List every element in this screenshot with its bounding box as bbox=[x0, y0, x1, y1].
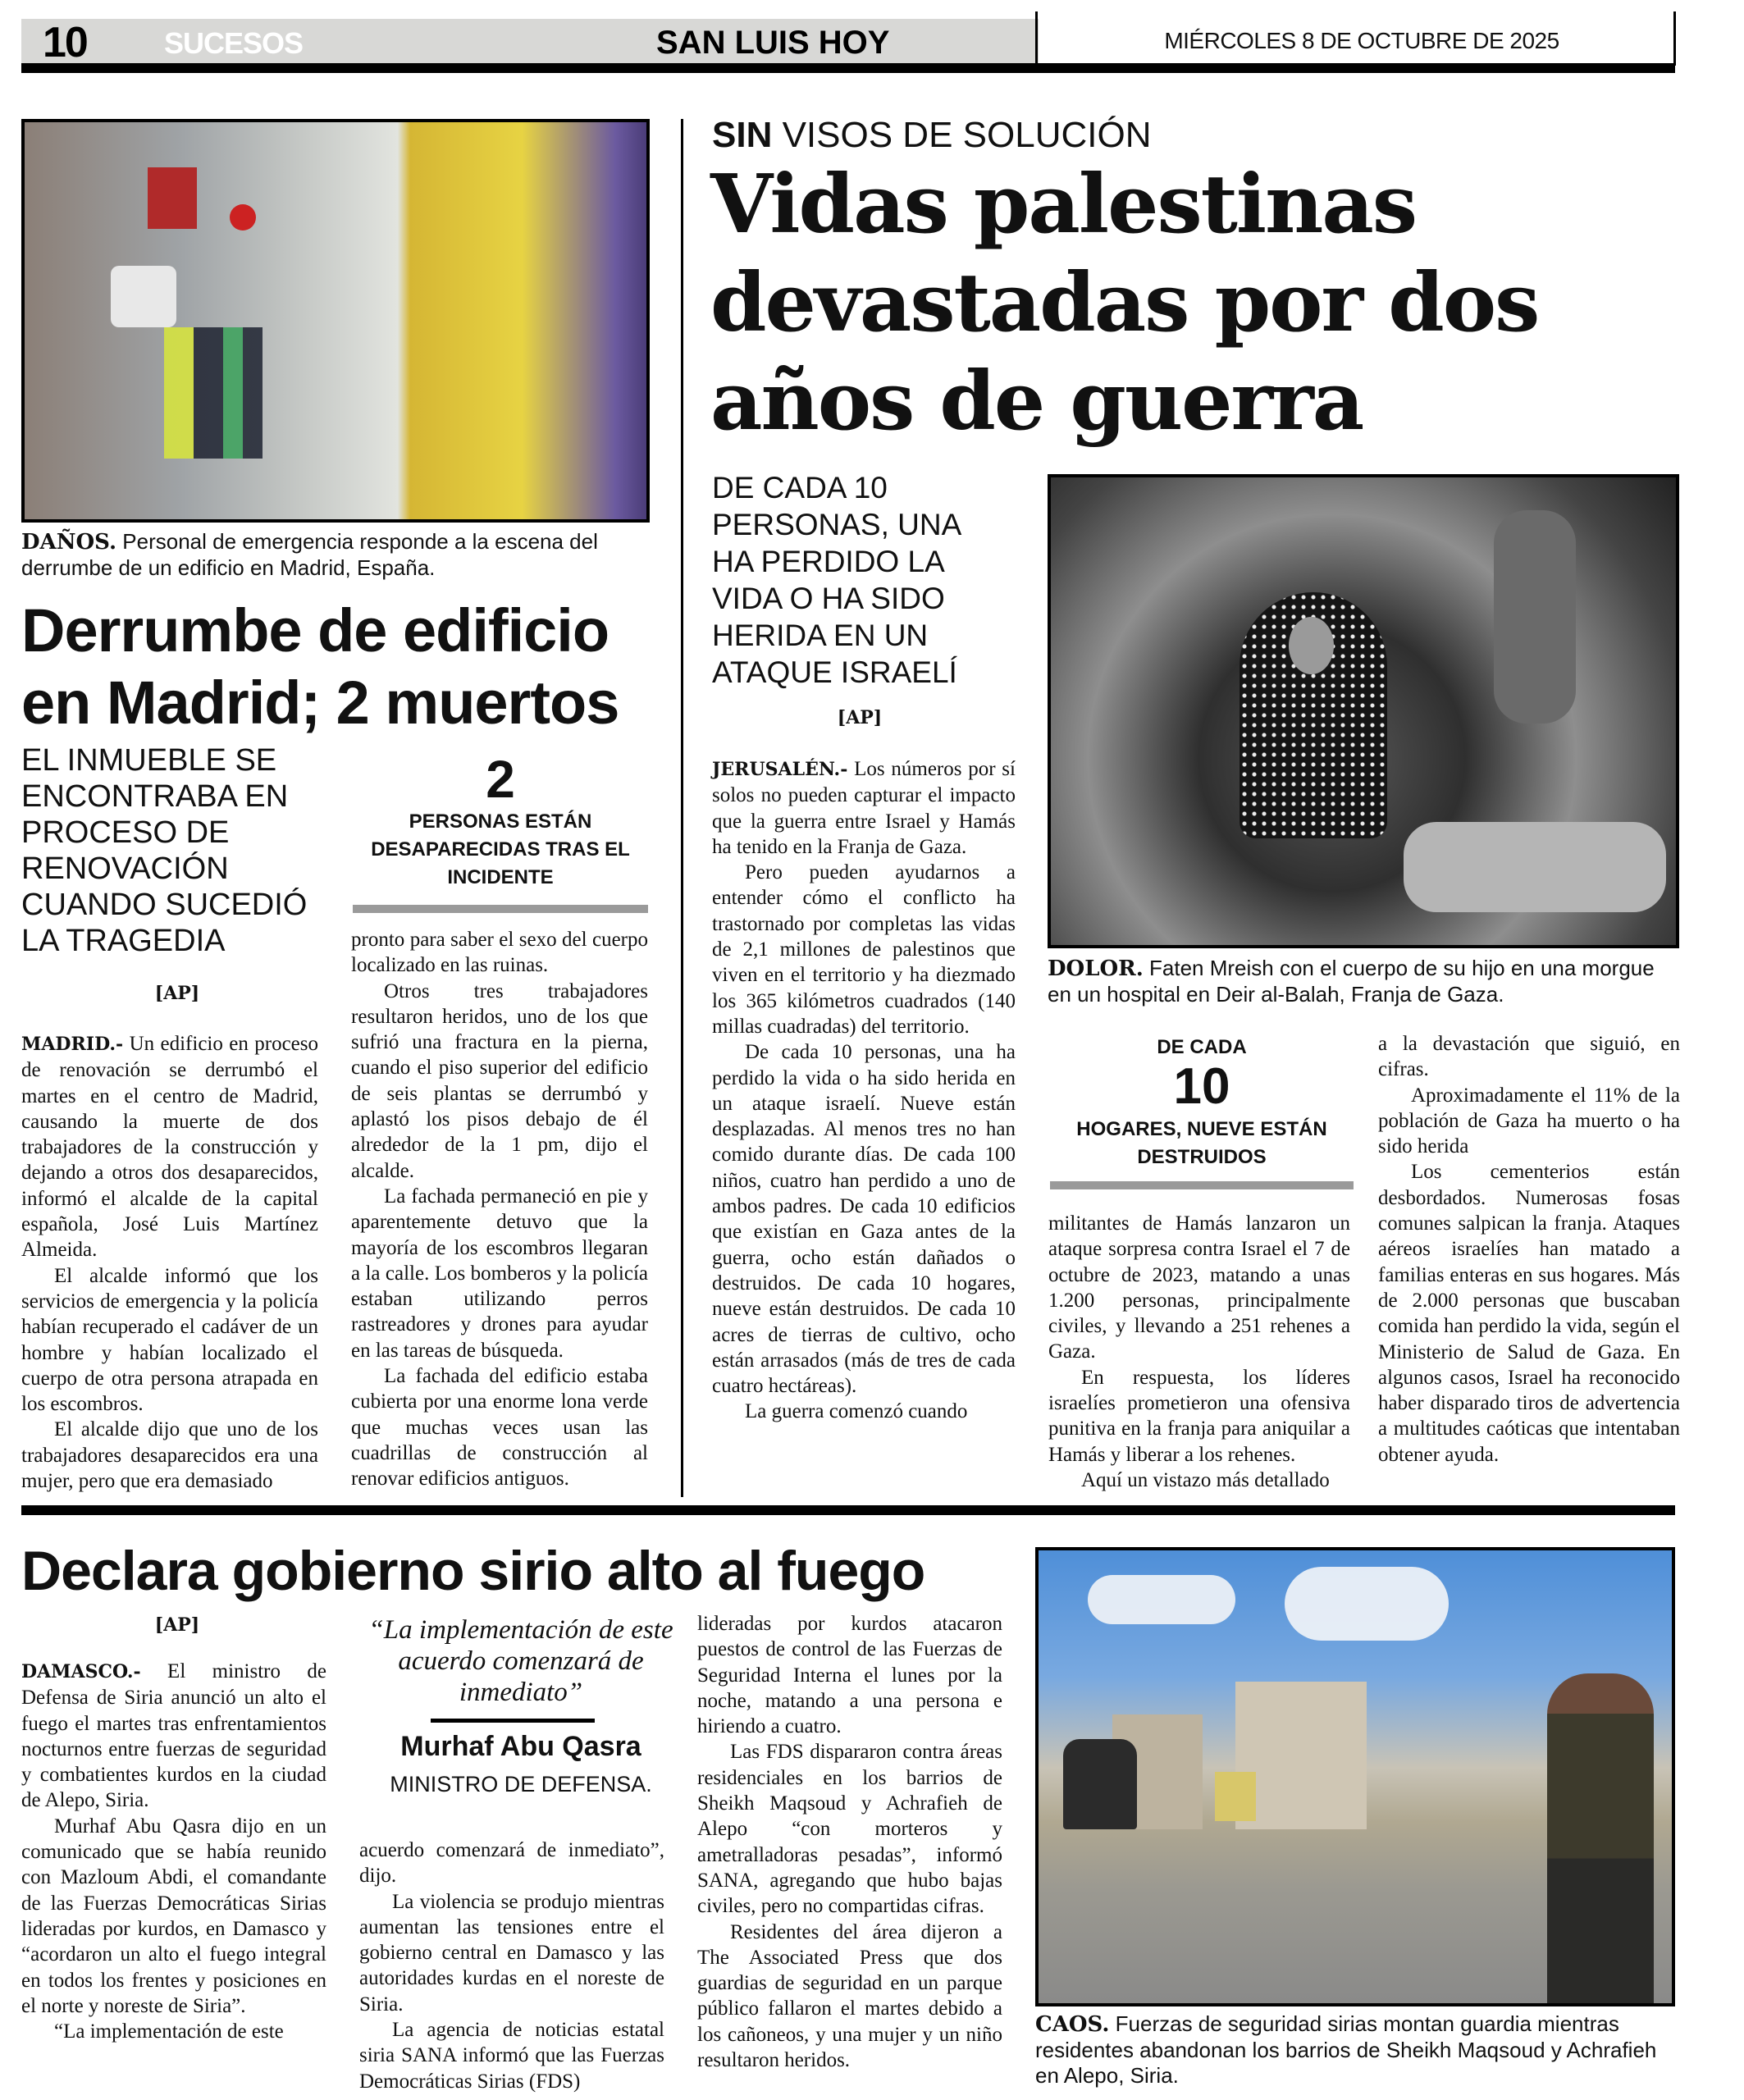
madrid-column-2 bbox=[351, 927, 648, 1492]
gaza-stat-box bbox=[1050, 1034, 1354, 1189]
madrid-caption bbox=[21, 529, 653, 581]
paragraph: Pero pueden ayudarnos a entender cómo el conflicto ha trastornado por completas las vidas de 2,1 millones de palestinos que viven en el territorio y ha diezmado los 365 kilómetros cuadrados (140 millas cuadradas) del territorio. bbox=[712, 861, 1016, 1038]
syria-column-3 bbox=[697, 1611, 1002, 2073]
yellow-wall-shape bbox=[1215, 1772, 1256, 1821]
stat-top: DE CADA bbox=[1157, 1036, 1247, 1058]
stat-label: PERSONAS ESTÁN DESAPARECIDAS TRAS EL INCIDENTE bbox=[371, 810, 630, 888]
stat-bar bbox=[353, 905, 648, 913]
man-shape bbox=[1494, 510, 1576, 724]
paragraph: Los números por sí solos no pueden capturar el impacto que la guerra entre Israel y Hamás ha tenido en la Franja de Gaza. bbox=[712, 758, 1016, 858]
stat-bar bbox=[1050, 1181, 1354, 1189]
header-divider bbox=[1035, 11, 1038, 66]
paragraph: Murhaf Abu Qasra dijo en un comunicado que se había reunido con Mazloum Abdi, el comandante de las Fuerzas Democráticas Sirias lideradas por kurdos, en Damasco y “acordaron un alto el fuego integral en todos los frentes y posiciones en el norte y noreste de Siria”. bbox=[21, 1815, 326, 2017]
photo-mourning-mother bbox=[1048, 474, 1679, 948]
kicker-bold: SIN bbox=[712, 115, 773, 155]
section-name: SUCESOS bbox=[164, 26, 304, 60]
body-shape bbox=[1404, 822, 1666, 912]
paragraph: En respuesta, los líderes israelíes prometieron una ofensiva punitiva en la franja para aniquilar a Hamás y liberar a los rehenes. bbox=[1048, 1366, 1350, 1466]
kicker-rest: VISOS DE SOLUCIÓN bbox=[772, 115, 1152, 155]
syria-headline: Declara gobierno sirio alto al fuego bbox=[21, 1540, 925, 1602]
caption-label: DOLOR. bbox=[1048, 956, 1144, 981]
paragraph: Residentes del área dijeron a The Associated Press que dos guardias de seguridad en un parque público fallaron el martes debido a los cañoneos, y una mujer y un niño resultaron heridos. bbox=[697, 1920, 1002, 2072]
madrid-headline: Derrumbe de edificio en Madrid; 2 muertos bbox=[21, 596, 619, 737]
paragraph: La violencia se produjo mientras aumentan las tensiones entre el gobierno central en Damasco y las autoridades kurdas en el noreste de Siria. bbox=[359, 1890, 664, 2016]
header-right-edge bbox=[1673, 11, 1676, 66]
paragraph: acuerdo comenzará de inmediato”, dijo. bbox=[359, 1839, 664, 1888]
paragraph: militantes de Hamás lanzaron un ataque sorpresa contra Israel el 7 de octubre de 2023, matando a unas 1.200 personas, principalmente civiles, y llevando a 251 rehenes a Gaza. bbox=[1048, 1212, 1350, 1363]
aleppo-caption bbox=[1035, 2011, 1683, 2089]
caption-text: Faten Mreish con el cuerpo de su hijo en una morgue en un hospital en Deir al-Balah, Franja de Gaza. bbox=[1048, 956, 1655, 1007]
face-shape bbox=[1289, 617, 1334, 674]
caption-label: DAÑOS. bbox=[21, 530, 117, 555]
paragraph: La guerra comenzó cuando bbox=[745, 1400, 968, 1423]
paragraph: pronto para saber el sexo del cuerpo localizado en las ruinas. bbox=[351, 929, 648, 977]
dateline: MADRID.- bbox=[21, 1034, 124, 1055]
gaza-deck: DE CADA 10 PERSONAS, UNA HA PERDIDO LA VIDA O HA SIDO HERIDA EN UN ATAQUE ISRAELÍ bbox=[712, 471, 961, 689]
shop-sign-shape bbox=[148, 167, 197, 229]
madrid-stat-box bbox=[353, 751, 648, 913]
caption-text: Personal de emergencia responde a la escena del derrumbe de un edificio en Madrid, España. bbox=[21, 529, 598, 580]
cloud-shape bbox=[1088, 1575, 1235, 1624]
paragraph: Aproximadamente el 11% de la población de Gaza ha muerto o ha sido herida bbox=[1378, 1084, 1680, 1158]
paragraph: lideradas por kurdos atacaron puestos de control de las Fuerzas de Seguridad Interna el lunes por la noche, matando a una persona e hiriendo a cuatro. bbox=[697, 1613, 1002, 1738]
gaza-column-2 bbox=[1048, 1211, 1350, 1493]
header-rule bbox=[21, 63, 1675, 73]
page-number: 10 bbox=[43, 19, 87, 66]
gaza-kicker bbox=[712, 115, 1151, 156]
photo-aleppo-guard bbox=[1035, 1547, 1675, 2006]
caption-label: CAOS. bbox=[1035, 2012, 1110, 2037]
stat-number: 2 bbox=[486, 750, 515, 809]
paragraph: El alcalde informó que los servicios de emergencia y la policía habían recuperado el cadáver de un hombre y habían localizado el cuerpo de otra persona atrapada en los escombros. bbox=[21, 1264, 318, 1416]
masthead: SAN LUIS HOY bbox=[656, 25, 890, 61]
quote-rule bbox=[431, 1719, 595, 1723]
paragraph: Aquí un vistazo más detallado bbox=[1081, 1468, 1330, 1491]
paragraph: Los cementerios están desbordados. Numerosas fosas comunes salpican la franja. Ataques aéreos israelíes han matado a familias enteras en sus hogares. Más de 2.000 personas que buscaban comida han perdido la vida, según el Ministerio de Salud de Gaza. En algunos casos, Israel ha reconocido haber disparado tiros de advertencia a multitudes caóticas que intentaban obtener ayuda. bbox=[1378, 1161, 1680, 1466]
syria-column-1 bbox=[21, 1659, 326, 2044]
dateline: DAMASCO.- bbox=[21, 1661, 141, 1682]
quote-role: MINISTRO DE DEFENSA. bbox=[390, 1772, 652, 1796]
syria-column-2 bbox=[359, 1838, 664, 2094]
paragraph: “La implementación de este bbox=[54, 2020, 284, 2043]
residents-shape bbox=[1063, 1739, 1137, 1829]
no-entry-sign-shape bbox=[230, 204, 256, 231]
gaza-caption bbox=[1048, 956, 1679, 1007]
madrid-deck: EL INMUEBLE SE ENCONTRABA EN PROCESO DE RENOVACIÓN CUANDO SUCEDIÓ LA TRAGEDIA bbox=[21, 743, 308, 958]
paragraph: De cada 10 personas, una ha perdido la vida o ha sido herida en un ataque israelí. Nueve están desplazadas. Al menos tres no han comido durante días. De cada 100 niños, cuatro han perdido a uno de ambos padres. De cada 10 edificios que existían en Gaza antes de la guerra, ocho están dañados o destruidos. De cada 10 hogares, nueve están destruidos. De cada 10 acres de tierras de cultivo, ocho están arrasados (más de tres de cada cuatro hectáreas). bbox=[712, 1041, 1016, 1398]
cloud-shape bbox=[1285, 1567, 1449, 1641]
paragraph: El alcalde dijo que uno de los trabajadores desaparecidos era una mujer, pero que era demasiado bbox=[21, 1418, 318, 1493]
quote-author: Murhaf Abu Qasra bbox=[400, 1731, 641, 1762]
gaza-agency: [AP] bbox=[837, 707, 883, 728]
car-shape bbox=[111, 266, 176, 327]
dateline: JERUSALÉN.- bbox=[712, 759, 848, 780]
stat-label: HOGARES, NUEVE ESTÁN DESTRUIDOS bbox=[1076, 1118, 1327, 1168]
paragraph: La fachada del edificio estaba cubierta por una enorme lona verde que muchas veces usan las cuadrillas de construcción al renovar edificios antiguos. bbox=[351, 1365, 648, 1491]
paragraph: Las FDS dispararon contra áreas residenciales en los barrios de Sheikh Maqsoud y Achrafieh de Alepo “con morteros y ametralladoras pesadas”, informó SANA, agregando que hubo bajas civiles, pero no compartidas cifras. bbox=[697, 1741, 1002, 1918]
responders-shape bbox=[164, 327, 263, 459]
gaza-column-1 bbox=[712, 756, 1016, 1425]
issue-date: MIÉRCOLES 8 DE OCTUBRE DE 2025 bbox=[1164, 28, 1559, 53]
gaza-headline: Vidas palestinas devastadas por dos años de guerra bbox=[710, 158, 1539, 449]
paragraph: Un edificio en proceso de renovación se derrumbó el martes en el centro de Madrid, causando la muerte de dos trabajadores de la construcción y dejando a otros dos desaparecidos, informó el alcalde de la capital española, José Luis Martínez Almeida. bbox=[21, 1033, 318, 1262]
column-rule bbox=[681, 119, 683, 1497]
section-divider bbox=[21, 1505, 1675, 1515]
paragraph: La fachada permaneció en pie y aparentemente detuvo que la mayoría de los escombros llegaran a la calle. Los bomberos y la policía estaban utilizando perros rastreadores y drones para ayudar en las tareas de búsqueda. bbox=[351, 1185, 648, 1362]
photo-emergency-scene bbox=[21, 119, 650, 523]
gaza-column-3 bbox=[1378, 1031, 1680, 1468]
syria-agency: [AP] bbox=[154, 1614, 200, 1636]
paragraph: La agencia de noticias estatal siria SANA informó que las Fuerzas Democráticas Sirias (FDS) bbox=[359, 2019, 664, 2093]
paragraph: a la devastación que siguió, en cifras. bbox=[1378, 1033, 1680, 1081]
stat-number: 10 bbox=[1173, 1058, 1230, 1115]
paragraph: El ministro de Defensa de Siria anunció un alto el fuego el martes tras enfrentamientos nocturnos entre fuerzas de seguridad y combatientes kurdos en la ciudad de Alepo, Siria. bbox=[21, 1660, 326, 1812]
caption-text: Fuerzas de seguridad sirias montan guardia mientras residentes abandonan los barrios de Sheikh Maqsoud y Achrafieh en Alepo, Siria. bbox=[1035, 2011, 1657, 2088]
paragraph: Otros tres trabajadores resultaron heridos, uno de los que sufrió una fractura en la pierna, cuando el piso superior del edificio de seis plantas se derrumbó y aplastó los pisos debajo de él alrededor de la 1 pm, dijo el alcalde. bbox=[351, 979, 648, 1182]
guard-shape bbox=[1547, 1673, 1654, 2006]
pull-quote: “La implementación de este acuerdo comenzará de inmediato” bbox=[368, 1615, 673, 1707]
madrid-agency: [AP] bbox=[154, 983, 200, 1004]
madrid-column-1 bbox=[21, 1031, 318, 1494]
